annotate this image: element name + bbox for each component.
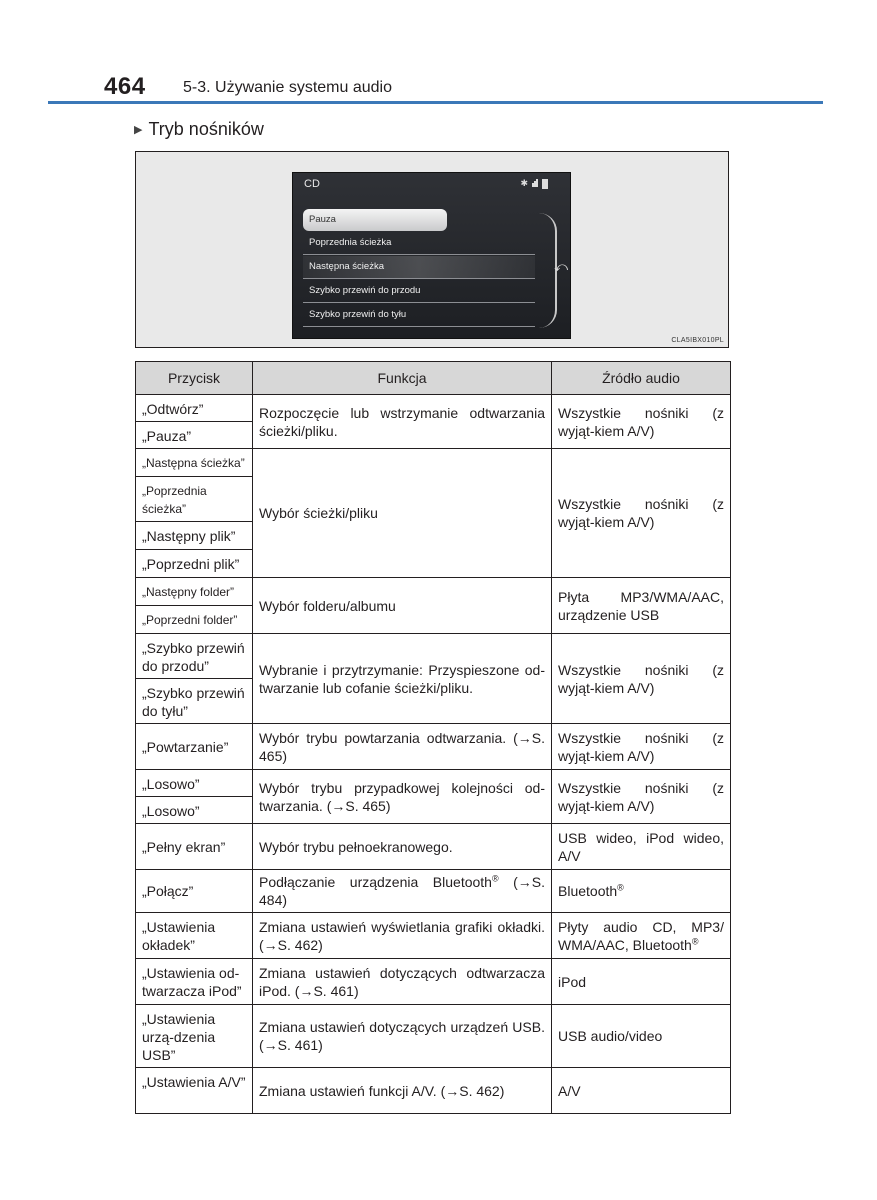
column-header: Przycisk [136, 362, 253, 395]
function-cell: Zmiana ustawień dotyczących urządzeń USB. (→S. 461) [253, 1005, 552, 1068]
source-cell [552, 913, 731, 959]
signal-icon [532, 179, 538, 189]
source-cell: iPod [552, 959, 731, 1005]
screen-menu [303, 209, 535, 328]
section-header-title: 5-3. Używanie systemu audio [183, 79, 392, 96]
source-cell [552, 870, 731, 913]
menu-item-rewind[interactable]: Szybko przewiń do tyłu [303, 304, 535, 327]
button-name-cell: „Losowo” [136, 797, 253, 824]
status-icons [520, 178, 548, 189]
button-name-cell: „Połącz” [136, 870, 253, 913]
function-reference: (→S. 484) [259, 874, 545, 908]
table-row [136, 449, 731, 477]
buttons-table [135, 361, 731, 1114]
column-header: Źródło audio [552, 362, 731, 395]
menu-item-next-track[interactable]: Następna ścieżka [303, 256, 535, 279]
triangle-marker-icon: ▶ [134, 124, 143, 136]
source-cell: Wszystkie nośniki (z wyjąt-kiem A/V) [552, 724, 731, 770]
function-cell [253, 870, 552, 913]
button-name-cell: „Ustawienia od-twarzacza iPod” [136, 959, 253, 1005]
button-name-cell: „Odtwórz” [136, 395, 253, 422]
function-cell: Wybór ścieżki/pliku [253, 449, 552, 578]
header-rule [48, 101, 823, 104]
function-cell: Wybór folderu/albumu [253, 578, 552, 634]
button-name-cell: „Poprzednia ścieżka” [136, 477, 253, 522]
table-row [136, 634, 731, 679]
function-cell: Zmiana ustawień wyświetlania grafiki okładki. (→S. 462) [253, 913, 552, 959]
button-name-cell: „Poprzedni folder” [136, 606, 253, 634]
function-cell: Wybranie i przytrzymanie: Przyspieszone od-twarzanie lub cofanie ścieżki/pliku. [253, 634, 552, 724]
button-name-cell: „Następna ścieżka” [136, 449, 253, 477]
table-row [136, 770, 731, 797]
menu-item-pause[interactable]: Pauza [303, 209, 447, 231]
source-cell: Wszystkie nośniki (z wyjąt-kiem A/V) [552, 395, 731, 449]
function-cell: Wybór trybu powtarzania odtwarzania. (→S. 465) [253, 724, 552, 770]
source-cell: A/V [552, 1068, 731, 1114]
function-text: Podłączanie urządzenia Bluetooth [259, 874, 492, 890]
button-name-cell: „Szybko przewiń do tyłu” [136, 679, 253, 724]
function-cell: Rozpoczęcie lub wstrzymanie odtwarzania ścieżki/pliku. [253, 395, 552, 449]
registered-mark: ® [691, 935, 699, 946]
source-cell: Wszystkie nośniki (z wyjąt-kiem A/V) [552, 449, 731, 578]
screen-title: CD [304, 178, 320, 190]
figure-code: CLA5IBX010PL [671, 337, 724, 344]
function-cell: Zmiana ustawień dotyczących odtwarzacza iPod. (→S. 461) [253, 959, 552, 1005]
table-row [136, 959, 731, 1005]
button-name-cell: „Powtarzanie” [136, 724, 253, 770]
button-name-cell: „Następny plik” [136, 522, 253, 550]
column-header: Funkcja [253, 362, 552, 395]
registered-mark: ® [617, 882, 624, 893]
menu-item-fast-forward[interactable]: Szybko przewiń do przodu [303, 280, 535, 303]
bluetooth-icon: ✱ [520, 178, 528, 188]
function-cell: Wybór trybu przypadkowej kolejności od-twarzania. (→S. 465) [253, 770, 552, 824]
table-row [136, 1068, 731, 1114]
button-name-cell: „Ustawienia urzą-dzenia USB” [136, 1005, 253, 1068]
button-name-cell: „Poprzedni plik” [136, 550, 253, 578]
function-cell: Wybór trybu pełnoekranowego. [253, 824, 552, 870]
section-heading-text: Tryb nośników [148, 119, 264, 139]
button-name-cell: „Losowo” [136, 770, 253, 797]
section-heading [134, 119, 264, 140]
table-row [136, 724, 731, 770]
button-name-cell: „Pełny ekran” [136, 824, 253, 870]
source-cell: Płyta MP3/WMA/AAC, urządzenie USB [552, 578, 731, 634]
back-icon[interactable]: ⤺ [554, 259, 568, 274]
table-row [136, 870, 731, 913]
page-number: 464 [104, 73, 146, 100]
button-name-cell: „Następny folder” [136, 578, 253, 606]
button-name-cell: „Ustawienia okładek” [136, 913, 253, 959]
source-cell: USB wideo, iPod wideo, A/V [552, 824, 731, 870]
button-name-cell: „Ustawienia A/V” [136, 1068, 253, 1114]
table-row [136, 1005, 731, 1068]
source-cell: USB audio/video [552, 1005, 731, 1068]
source-cell: Wszystkie nośniki (z wyjąt-kiem A/V) [552, 770, 731, 824]
source-text: Płyty audio CD, MP3/ WMA/AAC, Bluetooth [558, 918, 724, 953]
source-cell: Wszystkie nośniki (z wyjąt-kiem A/V) [552, 634, 731, 724]
screen-figure [135, 151, 729, 348]
source-text: Bluetooth [558, 883, 618, 899]
battery-icon [542, 179, 548, 189]
table-row [136, 395, 731, 422]
table-row [136, 578, 731, 606]
button-name-cell: „Szybko przewiń do przodu” [136, 634, 253, 679]
registered-mark: ® [491, 873, 499, 884]
table-header-row [136, 362, 731, 395]
display-screen [292, 172, 571, 339]
menu-item-previous-track[interactable]: Poprzednia ścieżka [303, 232, 535, 255]
button-name-cell: „Pauza” [136, 422, 253, 449]
function-cell: Zmiana ustawień funkcji A/V. (→S. 462) [253, 1068, 552, 1114]
table-row [136, 824, 731, 870]
table-row [136, 913, 731, 959]
